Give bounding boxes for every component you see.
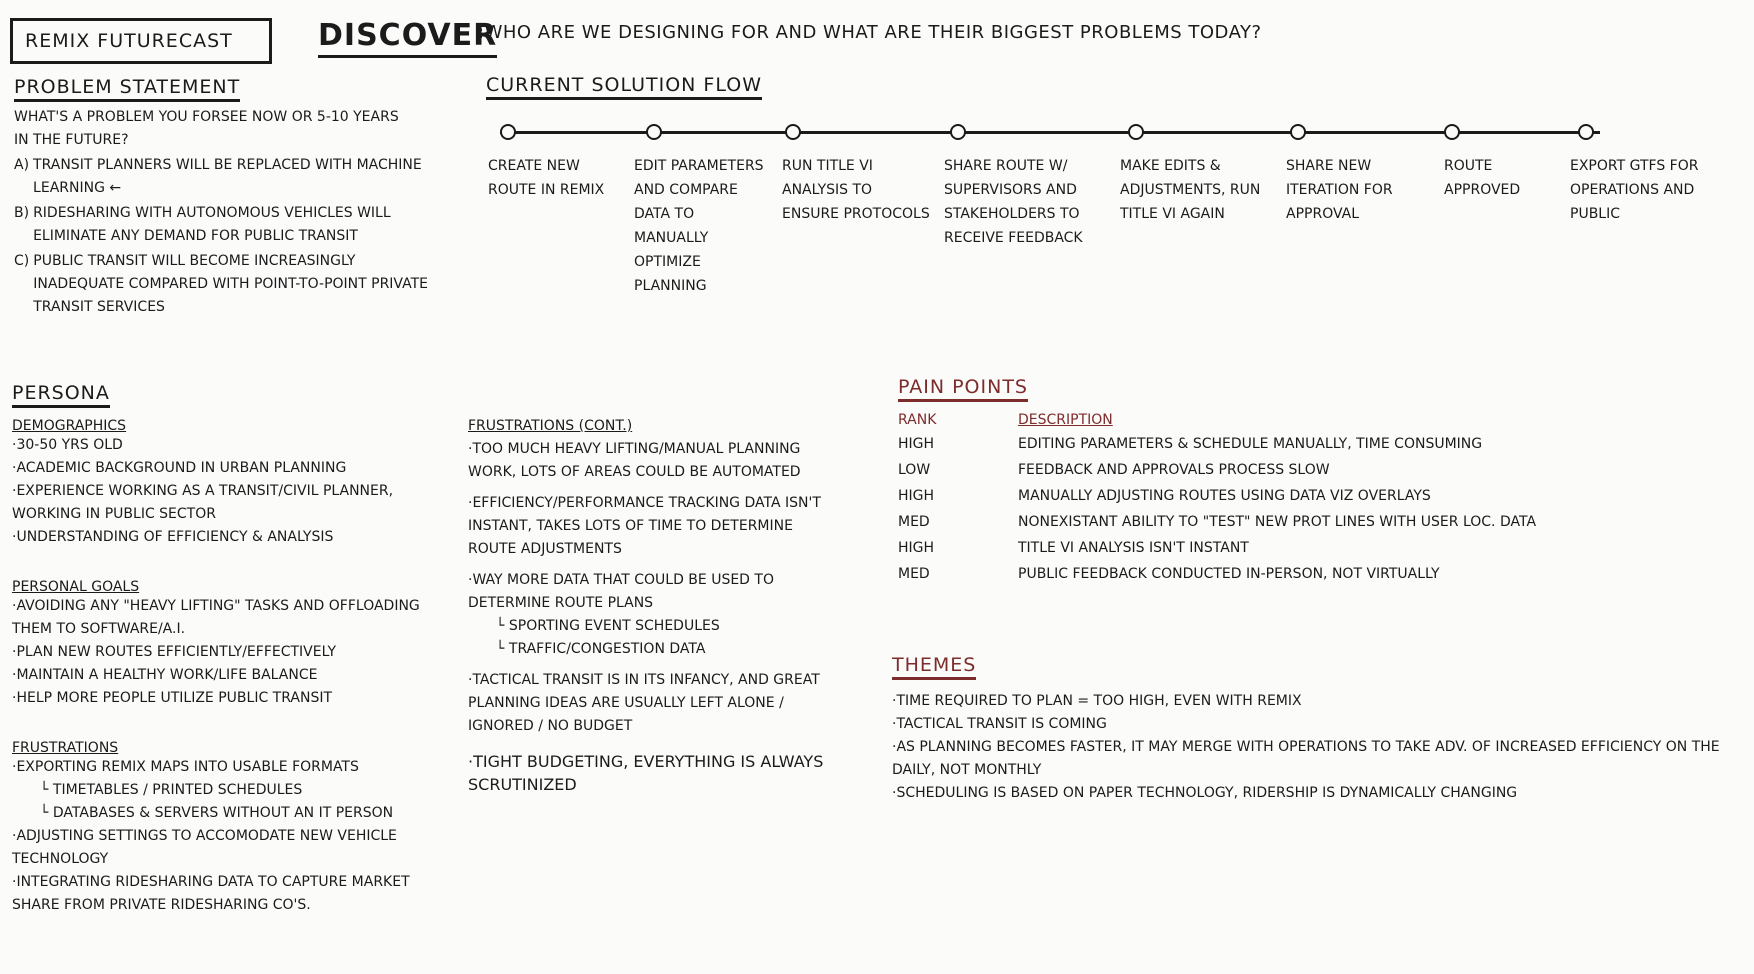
flow-node: [1578, 124, 1594, 140]
persona-section: [12, 382, 452, 917]
flow-step: SHARE ROUTE W/ SUPERVISORS AND STAKEHOLDERS TO RECEIVE FEEDBACK: [944, 158, 1083, 246]
problem-statement-section: [14, 76, 434, 319]
goal-item: ·HELP MORE PEOPLE UTILIZE PUBLIC TRANSIT: [12, 690, 333, 706]
goal-item: ·PLAN NEW ROUTES EFFICIENTLY/EFFECTIVELY: [12, 644, 337, 660]
goals-title: PERSONAL GOALS: [12, 579, 140, 595]
problem-statement-title: PROBLEM STATEMENT: [14, 76, 240, 102]
problem-text: RIDESHARING WITH AUTONOMOUS VEHICLES WILL ELIMINATE ANY DEMAND FOR PUBLIC TRANSIT: [33, 205, 391, 244]
flow-node: [646, 124, 662, 140]
flow-step: RUN TITLE VI ANALYSIS TO ENSURE PROTOCOLS: [782, 158, 930, 222]
pain-point-rank: HIGH: [898, 436, 935, 452]
theme-item: ·TACTICAL TRANSIT IS COMING: [892, 716, 1107, 732]
problem-marker: B): [14, 205, 30, 221]
frustration-item: ·WAY MORE DATA THAT COULD BE USED TO DETERMINE ROUTE PLANS: [468, 572, 774, 611]
section-heading: DISCOVER: [318, 18, 497, 58]
pain-point-description: EDITING PARAMETERS & SCHEDULE MANUALLY, TIME CONSUMING: [1018, 436, 1483, 452]
flow-section: [486, 74, 762, 100]
flow-node: [1444, 124, 1460, 140]
pain-point-row: [898, 514, 1738, 530]
problem-item: [14, 202, 434, 248]
flow-step: ROUTE APPROVED: [1444, 158, 1521, 198]
flow-node: [785, 124, 801, 140]
goal-item: ·MAINTAIN A HEALTHY WORK/LIFE BALANCE: [12, 667, 318, 683]
flow-step: SHARE NEW ITERATION FOR APPROVAL: [1286, 158, 1393, 222]
flow-step: MAKE EDITS & ADJUSTMENTS, RUN TITLE VI AGAIN: [1120, 158, 1261, 222]
pain-point-row: [898, 540, 1738, 556]
frustration-subitem: └ DATABASES & SERVERS WITHOUT AN IT PERSON: [40, 805, 394, 821]
themes-section: [892, 654, 1742, 805]
flow-node: [1290, 124, 1306, 140]
pain-point-rank: HIGH: [898, 488, 935, 504]
pain-point-row: [898, 488, 1738, 504]
frustration-item: ·TOO MUCH HEAVY LIFTING/MANUAL PLANNING WORK, LOTS OF AREAS COULD BE AUTOMATED: [468, 441, 801, 480]
frustration-item: ·ADJUSTING SETTINGS TO ACCOMODATE NEW VEHICLE TECHNOLOGY: [12, 828, 397, 867]
pain-point-row: [898, 566, 1738, 582]
pain-points-section: [898, 376, 1738, 582]
frustrations-cont-section: [468, 418, 838, 796]
problem-prompt: WHAT'S A PROBLEM YOU FORSEE NOW OR 5-10 YEARS IN THE FUTURE?: [14, 109, 399, 148]
description-column-header: DESCRIPTION: [1018, 412, 1113, 428]
frustration-item: ·EFFICIENCY/PERFORMANCE TRACKING DATA ISN'T INSTANT, TAKES LOTS OF TIME TO DETERMINE ROUTE ADJUSTMENTS: [468, 495, 821, 557]
frustrations-title: FRUSTRATIONS: [12, 740, 119, 756]
pain-point-description: NONEXISTANT ABILITY TO "TEST" NEW PROT LINES WITH USER LOC. DATA: [1018, 514, 1537, 530]
frustration-item: ·TIGHT BUDGETING, EVERYTHING IS ALWAYS SCRUTINIZED: [468, 752, 824, 794]
section-question: :WHO ARE WE DESIGNING FOR AND WHAT ARE THEIR BIGGEST PROBLEMS TODAY?: [478, 22, 1262, 43]
frustration-item: ·TACTICAL TRANSIT IS IN ITS INFANCY, AND GREAT PLANNING IDEAS ARE USUALLY LEFT ALONE / IGNORED / NO BUDGET: [468, 672, 820, 734]
rank-column-header: RANK: [898, 412, 937, 428]
pain-point-description: TITLE VI ANALYSIS ISN'T INSTANT: [1018, 540, 1249, 556]
flow-step: EXPORT GTFS FOR OPERATIONS AND PUBLIC: [1570, 158, 1699, 222]
problem-item: [14, 154, 434, 200]
problem-text: TRANSIT PLANNERS WILL BE REPLACED WITH MACHINE LEARNING ←: [33, 157, 422, 196]
demographics-title: DEMOGRAPHICS: [12, 418, 127, 434]
persona-title: PERSONA: [12, 382, 110, 408]
pain-point-description: MANUALLY ADJUSTING ROUTES USING DATA VIZ OVERLAYS: [1018, 488, 1431, 504]
pain-point-description: FEEDBACK AND APPROVALS PROCESS SLOW: [1018, 462, 1330, 478]
flow-step: EDIT PARAMETERS AND COMPARE DATA TO MANUALLY OPTIMIZE PLANNING: [634, 158, 764, 294]
demographic-item: ·UNDERSTANDING OF EFFICIENCY & ANALYSIS: [12, 529, 334, 545]
pain-point-description: PUBLIC FEEDBACK CONDUCTED IN-PERSON, NOT VIRTUALLY: [1018, 566, 1440, 582]
theme-item: ·TIME REQUIRED TO PLAN = TOO HIGH, EVEN WITH REMIX: [892, 693, 1302, 709]
pain-points-header-row: [898, 412, 1738, 428]
themes-title: THEMES: [892, 654, 976, 680]
flow-node: [500, 124, 516, 140]
flow-node: [950, 124, 966, 140]
theme-item: ·SCHEDULING IS BASED ON PAPER TECHNOLOGY, RIDERSHIP IS DYNAMICALLY CHANGING: [892, 785, 1518, 801]
project-title-box: [10, 18, 272, 64]
demographic-item: ·EXPERIENCE WORKING AS A TRANSIT/CIVIL PLANNER, WORKING IN PUBLIC SECTOR: [12, 483, 394, 522]
pain-point-row: [898, 436, 1738, 452]
flow-node: [1128, 124, 1144, 140]
demographic-item: ·ACADEMIC BACKGROUND IN URBAN PLANNING: [12, 460, 347, 476]
frustration-subitem: └ SPORTING EVENT SCHEDULES: [496, 618, 720, 634]
pain-point-rank: MED: [898, 566, 930, 582]
flow-title: CURRENT SOLUTION FLOW: [486, 74, 762, 100]
demographic-item: ·30-50 YRS OLD: [12, 437, 123, 453]
flow-timeline: [500, 131, 1600, 134]
problem-item: [14, 250, 434, 319]
problem-marker: A): [14, 157, 30, 173]
frustration-item: ·EXPORTING REMIX MAPS INTO USABLE FORMATS: [12, 759, 359, 775]
project-title: REMIX FUTURECAST: [25, 30, 233, 52]
pain-point-row: [898, 462, 1738, 478]
theme-item: ·AS PLANNING BECOMES FASTER, IT MAY MERGE WITH OPERATIONS TO TAKE ADV. OF INCREASED EFFICIENCY ON THE DAILY, NOT MONTHLY: [892, 739, 1720, 778]
pain-point-rank: MED: [898, 514, 930, 530]
frustration-subitem: └ TRAFFIC/CONGESTION DATA: [496, 641, 706, 657]
flow-step: CREATE NEW ROUTE IN REMIX: [488, 158, 605, 198]
pain-point-rank: HIGH: [898, 540, 935, 556]
pain-point-rank: LOW: [898, 462, 931, 478]
frustrations-cont-title: FRUSTRATIONS (CONT.): [468, 418, 633, 434]
frustration-subitem: └ TIMETABLES / PRINTED SCHEDULES: [40, 782, 303, 798]
pain-points-title: PAIN POINTS: [898, 376, 1028, 402]
goal-item: ·AVOIDING ANY "HEAVY LIFTING" TASKS AND OFFLOADING THEM TO SOFTWARE/A.I.: [12, 598, 420, 637]
frustration-item: ·INTEGRATING RIDESHARING DATA TO CAPTURE MARKET SHARE FROM PRIVATE RIDESHARING CO'S.: [12, 874, 410, 913]
problem-text: PUBLIC TRANSIT WILL BECOME INCREASINGLY INADEQUATE COMPARED WITH POINT-TO-POINT PRIVATE TRANSIT SERVICES: [33, 253, 429, 315]
problem-marker: C): [14, 253, 30, 269]
